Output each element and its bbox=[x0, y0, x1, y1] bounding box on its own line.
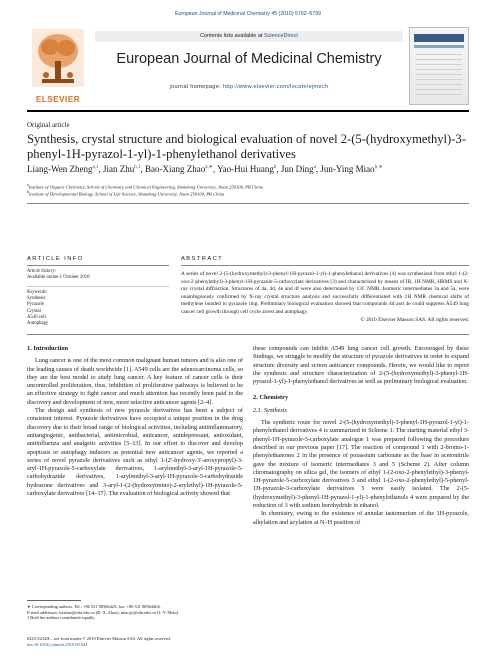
author: Yao-Hui Huang$^b$, bbox=[217, 164, 281, 174]
homepage-link[interactable]: http://www.elsevier.com/locate/ejmech bbox=[222, 84, 329, 90]
divider bbox=[27, 334, 469, 335]
abstract-body bbox=[181, 271, 469, 324]
history-value: Available online 1 October 2010 bbox=[27, 275, 90, 281]
footnotes bbox=[27, 604, 243, 621]
publisher-logo[interactable] bbox=[27, 27, 89, 105]
keyword: Autophagy bbox=[27, 321, 49, 327]
author-list bbox=[27, 164, 469, 174]
contents-bar bbox=[95, 31, 403, 42]
divider bbox=[181, 265, 469, 266]
journal-homepage bbox=[95, 84, 403, 90]
keyword: A549 cell bbox=[27, 314, 46, 320]
sciencedirect-link[interactable]: ScienceDirect bbox=[263, 33, 298, 39]
article-type: Original article bbox=[27, 121, 70, 129]
author: Jun-Ying Miao$^{b,∗}$ bbox=[320, 164, 383, 174]
history-label: Article history: bbox=[27, 269, 57, 274]
doi-link[interactable]: doi:10.1016/j.ejmech.2010.09.043 bbox=[27, 641, 88, 647]
affiliation: $^a$Institute of Organic Chemistry, School of Chemistry and Chemical Engineering, Shandong University, Jinan 250100, PR China bbox=[27, 183, 264, 190]
publisher-logo-text: ELSEVIER bbox=[35, 95, 81, 104]
section-heading-chemistry: 2. Chemistry bbox=[253, 394, 289, 402]
divider bbox=[27, 265, 169, 266]
left-column bbox=[27, 345, 243, 498]
homepage-prefix: journal homepage: bbox=[169, 84, 223, 90]
journal-cover-thumbnail[interactable] bbox=[409, 27, 469, 105]
author: Liang-Wen Zheng$^{a,1}$, bbox=[27, 164, 103, 174]
author-affiliation-mark[interactable]: a,∗ bbox=[205, 165, 213, 170]
subsection-heading-synthesis: 2.1. Synthesis bbox=[253, 406, 287, 414]
cover-text-lines bbox=[416, 54, 462, 98]
author-affiliation-mark[interactable]: b,1 bbox=[134, 165, 141, 170]
paragraph: The design and synthesis of new pyrazole derivatives has been a subject of consistent interest. Pyrazole derivatives have occupied a unique position in the drug discovery due to their broad range of biological activities, including antiinflammatory, antiangiogenic, antibacterial, antimicrobial, anticancer, antidepressant, antioxidant, antiinfluenza and analgetic activities [5–13]. In our effort to discover and develop apoptosis or autophagy inducers as potential new anticancer agents, we reported a series of novel pyrazole derivatives such as ethyl 1-(2′-hydroxy-3′-aroxypropyl)-3-aryl-1H-pyrazole-5-carboxylate derivatives, 1-arylmethyl-3-aryl-1H-pyrazole-5-carbohydrazide derivatives, 1-arylmethyl-3-aryl-1H-pyrazole-5-carbohydrazide hydrazone derivatives and 3-aryl-1-(2-(hydroxyimino)-2-arylethyl)-1H-pyrazole-5-carboxylate derivatives [14–17]. The evaluation of biological activity showed that bbox=[27, 407, 243, 498]
footnote-rule bbox=[27, 600, 81, 601]
author-affiliation-mark[interactable]: a,1 bbox=[92, 165, 99, 170]
footnote[interactable]: E-mail addresses: bxzhao@sdu.edu.cn (B.-X. Zhao), miaojy@sdu.edu.cn (J.-Y. Miao). bbox=[27, 609, 180, 615]
right-column bbox=[253, 345, 469, 527]
paragraph: The synthetic route for novel 2-(5-(hydroxymethyl)-3-phenyl-1H-pyrazol-1-yl)-1-phenylethanol derivatives 4 is summarized in Scheme 1. The starting material ethyl 3-phenyl-1H-pyrazole-5-carboxylate analogue 1 was prepared following the procedure described in our previous paper [17]. The reaction of compound 1 with 2-bromo-1-phenylethanones 2 in the presence of potassium carbonate as the base in acetonitrile gave the mixture of isomeric intermediates 3 and 5 (Scheme 2). After column chromatography on silica gel, the isomers of ethyl 1-(2-oxo-2-phenylethyl)-3-phenyl-1H-pyrazole-5-carboxylate derivatives 3 and ethyl 1-(2-oxo-2-phenylethyl)-5-phenyl-1H-pyrazole-3-carboxylate derivatives 5 were easily isolated. The 2-(5-(hydroxymethyl)-3-phenyl-1H-pyrazol-1-yl)-1-phenylethanols 4 were prepared by the reduction of 3 with sodium borohydride in ethanol. bbox=[253, 419, 469, 510]
keywords-block bbox=[27, 290, 169, 327]
cover-band bbox=[414, 34, 464, 42]
article-title: Synthesis, crystal structure and biological evaluation of novel 2-(5-(hydroxymethyl)-3-phenyl-1H-pyrazol-1-yl)-1-phenylethanol derivatives bbox=[27, 132, 466, 161]
abstract-text: A series of novel 2-(5-(hydroxymethyl)-3-phenyl-1H-pyrazol-1-yl)-1-phenylethanol derivatives (4) was synthesized from ethyl 1-(2-oxo-2-phenylethyl)-3-phenyl-1H-pyrazole-5-carboxylate derivatives (3) and characterized by means of IR, 1H NMR, HRMS and X-ray crystal diffraction. Structures of 4a, 4d, 4e and 4f were also determined by 13C NMR. Isomeric intermediates 3a and 5a, were unambiguously confirmed by X-ray crystal structure analysis and successfully differentiated with 1H NMR chemical shifts of methylene bonded to pyrazole ring. Preliminary biological evaluation showed that compounds 4d and 4e could suppress A549 lung cancer cell growth through cell cycle arrest and autophagy. bbox=[181, 271, 469, 315]
author: Jian Zhu$^{b,1}$, bbox=[103, 164, 145, 174]
divider bbox=[27, 203, 469, 204]
affiliation: $^b$Institute of Developmental Biology, School of Life Science, Shandong University, Jinan 250100, PR China bbox=[27, 190, 225, 197]
author-affiliation-mark[interactable]: b,∗ bbox=[374, 165, 383, 170]
paragraph: Lung cancer is one of the most common malignant human tumors and is also one of the leading causes of death worldwide [1]. A549 cells are the adenocarcinoma cells, so they are the best model to study lung cancer. A key feature of cancer cells is their uncontrolled proliferation, thus, inhibition of proliferative pathways is believed to be an effective strategy to fight cancer and much attention has recently been paid to the discovery and development of new, more selective anticancer agents [2–4]. bbox=[27, 357, 243, 406]
abstract-heading: ABSTRACT bbox=[181, 256, 224, 262]
keyword: Pyrazole bbox=[27, 302, 44, 308]
journal-title: European Journal of Medicinal Chemistry bbox=[116, 51, 382, 67]
keyword: Synthesis bbox=[27, 296, 46, 302]
contents-prefix: Contents lists available at bbox=[200, 33, 264, 39]
divider bbox=[27, 286, 169, 287]
journal-reference[interactable]: European Journal of Medicinal Chemistry 45 (2010) 5792–5799 bbox=[175, 11, 321, 17]
paragraph: these compounds can inhibit A549 lung cancer cell growth. Encouraged by these findings, we struggle to modify the structure of pyrazole derivatives in order to expand structure diversity and screen anticancer compounds. Herein, we would like to report the synthesis and structure characterization of 2-(5-(hydroxymethyl)-3-phenyl-1H-pyrazol-1-yl)-1-phenylethanol derivatives as well as preliminary biological evaluation. bbox=[253, 345, 469, 386]
author-affiliation-mark[interactable]: a bbox=[313, 165, 316, 170]
header-rule bbox=[27, 110, 469, 112]
publication-info bbox=[27, 636, 243, 647]
paragraph: In chemistry, owing to the existence of annular tautomerism of the 1H-pyrazole, alkylation and acylation at N–H position of bbox=[253, 510, 469, 526]
footnote: 1 Both the authors contributed equally. bbox=[27, 615, 96, 621]
author: Jun Ding$^a$, bbox=[280, 164, 321, 174]
keywords-label: Keywords: bbox=[27, 290, 48, 295]
elsevier-tree-icon bbox=[32, 29, 84, 87]
abstract-copyright: © 2010 Elsevier Masson SAS. All rights reserved. bbox=[360, 316, 469, 323]
author-affiliation-mark[interactable]: b bbox=[273, 165, 277, 170]
cover-band-secondary bbox=[414, 45, 464, 48]
article-info-heading: ARTICLE INFO bbox=[27, 256, 84, 262]
article-history bbox=[27, 269, 169, 281]
section-heading-introduction: 1. Introduction bbox=[27, 345, 69, 352]
journal-masthead bbox=[27, 27, 469, 105]
issn-line: 0223-5234/$ – see front matter © 2010 Elsevier Masson SAS. All rights reserved. bbox=[27, 636, 171, 641]
author: Bao-Xiang Zhao$^{a,∗}$, bbox=[145, 164, 218, 174]
keyword: Crystal bbox=[27, 308, 41, 314]
footnote: ∗ Corresponding authors. Tel.: +86 531 88366425; fax: +86 531 88564464. bbox=[27, 604, 161, 609]
